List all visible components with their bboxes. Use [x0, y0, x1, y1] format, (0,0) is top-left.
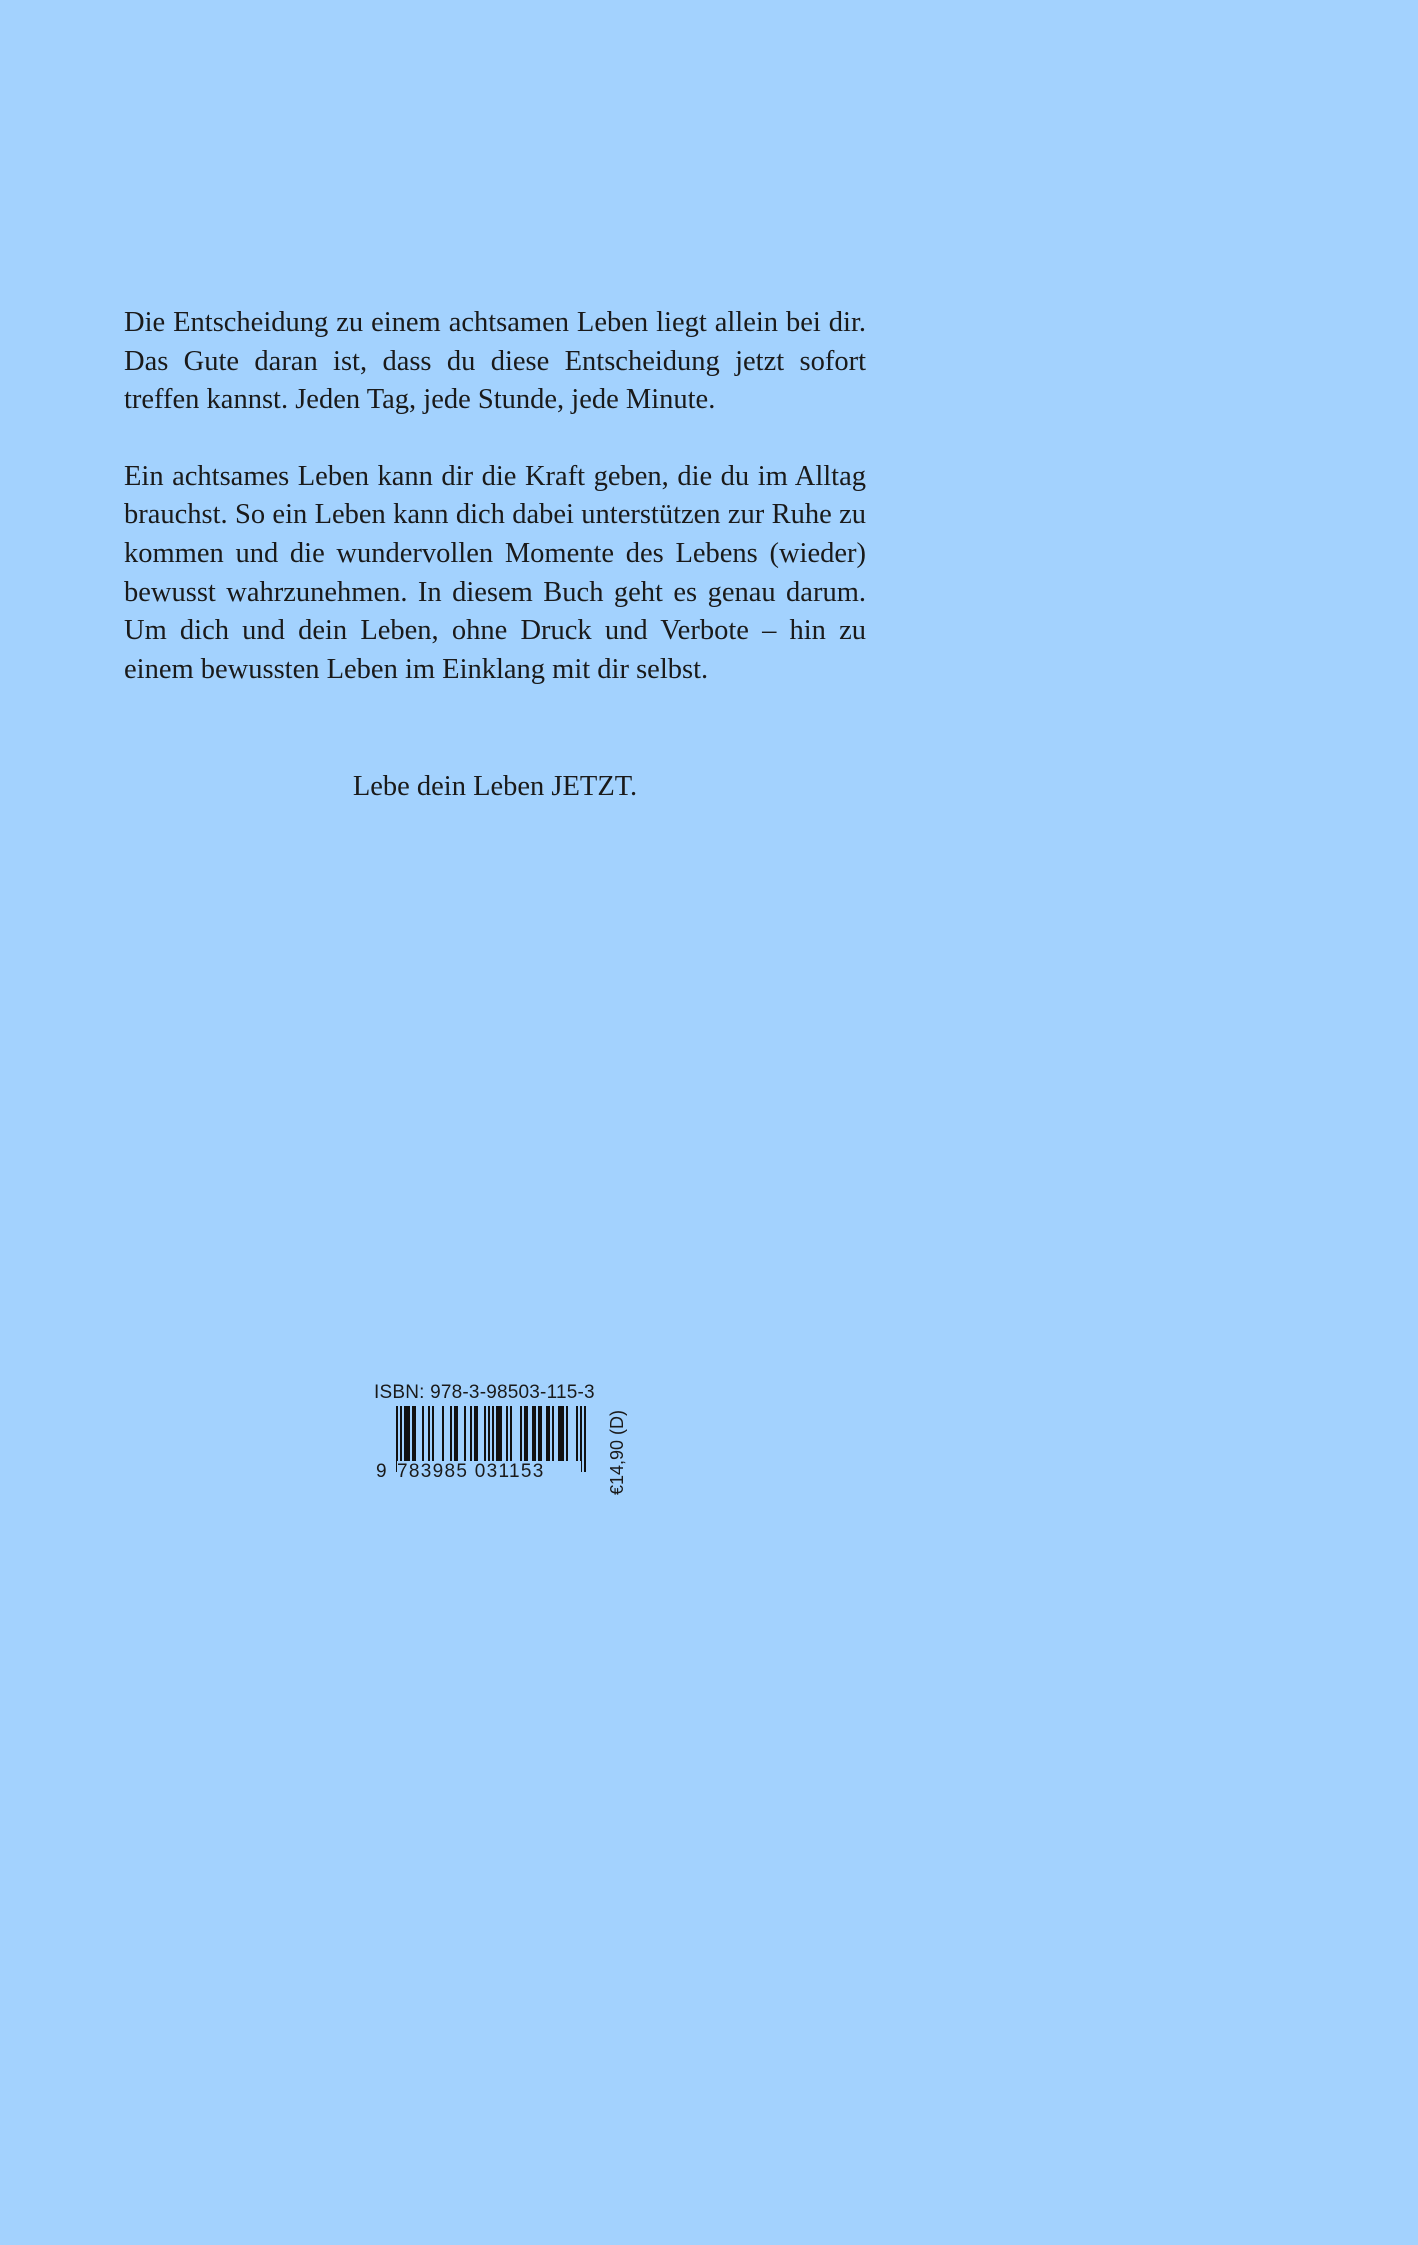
barcode-bar	[498, 1406, 500, 1462]
tagline: Lebe dein Leben JETZT.	[352, 771, 638, 802]
barcode-bar	[442, 1406, 444, 1462]
barcode-bar	[558, 1406, 560, 1462]
barcode-bar	[474, 1406, 476, 1462]
barcode-bar	[432, 1406, 434, 1462]
barcode-bar	[496, 1406, 498, 1462]
barcode-bar	[456, 1406, 458, 1462]
barcode-bar	[560, 1406, 562, 1462]
blurb-paragraph-1: Die Entscheidung zu einem achtsamen Leben liegt allein bei dir. Das Gute daran ist, dass du diese Entscheidung jetzt sofort treffen kannst. Jeden Tag, jede Stunde, jede Minute.	[124, 307, 866, 416]
barcode-bar	[510, 1406, 512, 1462]
ean-digits: 783985 031153	[397, 1461, 581, 1483]
barcode-bar	[412, 1406, 414, 1462]
barcode-bar	[408, 1406, 410, 1462]
barcode-bar	[406, 1406, 408, 1462]
barcode-bar	[428, 1406, 430, 1462]
barcode-bar	[552, 1406, 554, 1462]
barcode-bar	[506, 1406, 508, 1462]
barcode-bar	[484, 1406, 486, 1462]
barcode-bar	[524, 1406, 526, 1462]
barcode-bar	[526, 1406, 528, 1462]
barcode-bar	[404, 1406, 406, 1462]
barcode-bar	[546, 1406, 548, 1462]
isbn-label: ISBN: 978-3-98503-115-3	[374, 1382, 595, 1403]
barcode-bar	[414, 1406, 416, 1462]
barcode-bar	[500, 1406, 502, 1462]
barcode-bar	[476, 1406, 478, 1462]
barcode-guard-bar	[584, 1406, 586, 1472]
barcode-bar	[540, 1406, 542, 1462]
blurb-paragraph-2: Ein achtsames Leben kann dir die Kraft geben, die du im Alltag brauchst. So ein Leben kann dich dabei unterstützen zur Ruhe zu kommen und die wundervollen Momente des Lebens (wieder) bewusst wahrzunehmen. In diesem Buch geht es genau darum. Um dich und dein Leben, ohne Druck und Verbote – hin zu einem bewussten Leben im Einklang mit dir selbst.	[124, 460, 866, 685]
barcode-bar	[470, 1406, 472, 1462]
barcode-bar	[454, 1406, 456, 1462]
barcode-bar	[538, 1406, 540, 1462]
price-label: €14,90 (D)	[607, 1409, 627, 1495]
barcode-bar	[520, 1406, 522, 1462]
barcode-bar	[566, 1406, 568, 1462]
back-cover-blurb	[124, 304, 866, 689]
barcode-bar	[562, 1406, 564, 1462]
barcode-bar	[576, 1406, 578, 1462]
barcode-bar	[422, 1406, 424, 1462]
barcode-bar	[532, 1406, 534, 1462]
barcode-bar	[534, 1406, 536, 1462]
barcode-bar	[548, 1406, 550, 1462]
barcode-bar	[450, 1406, 452, 1462]
barcode-bar	[464, 1406, 466, 1462]
ean-first-digit: 9	[376, 1461, 387, 1482]
